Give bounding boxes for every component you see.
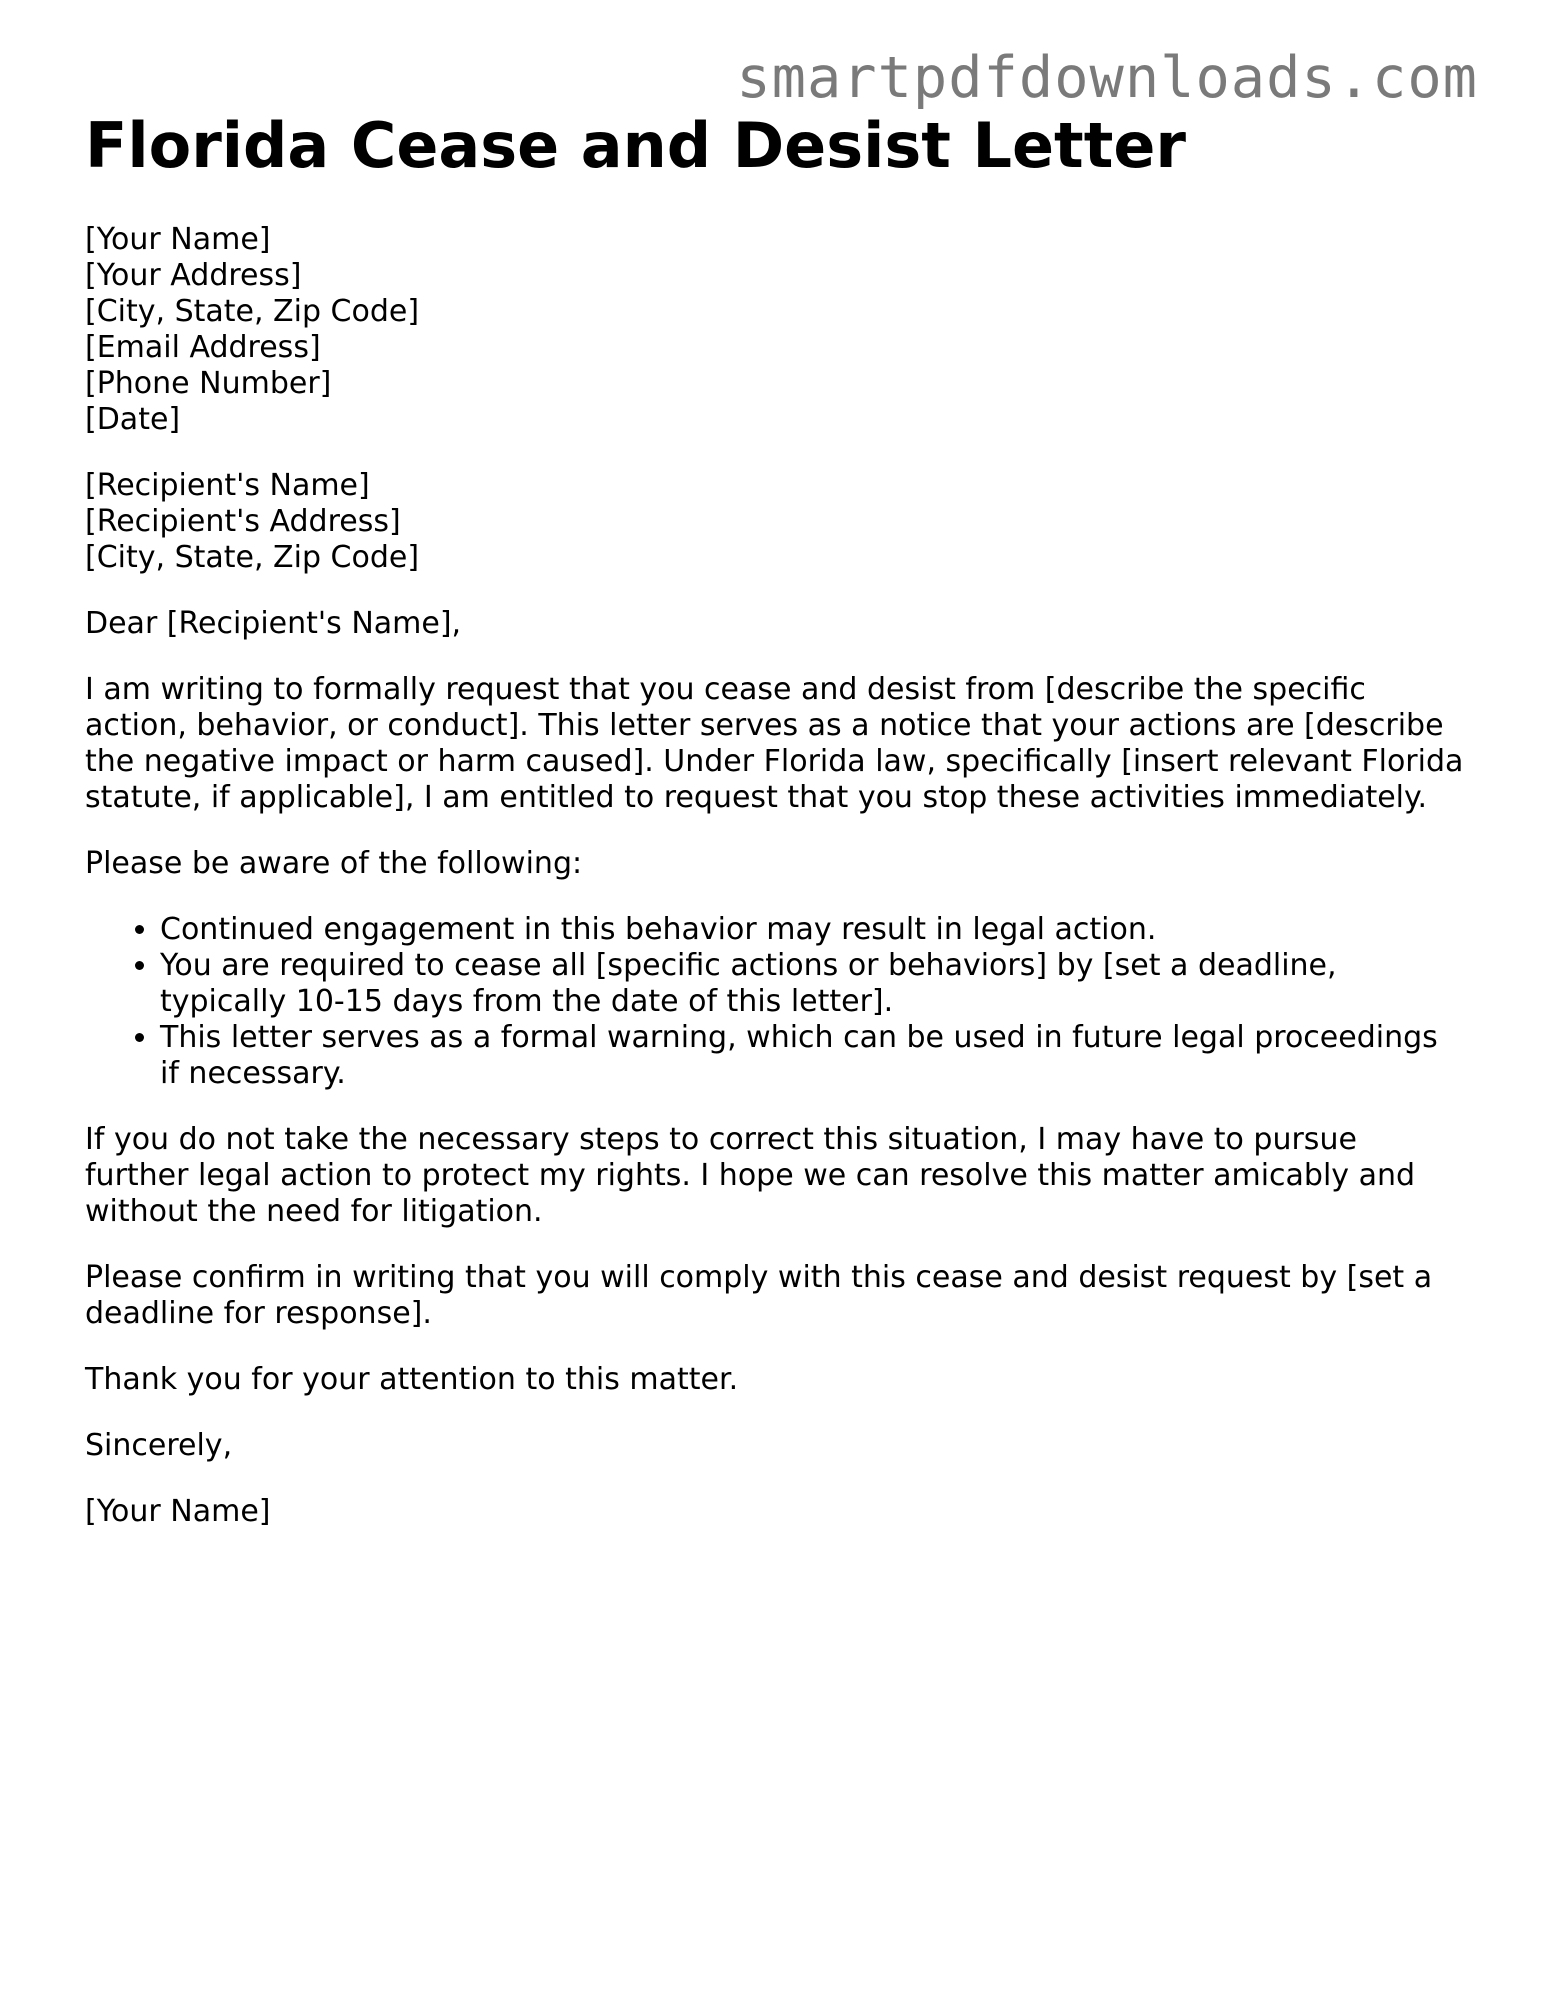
recipient-city-state-zip: [City, State, Zip Code] (85, 540, 420, 575)
sender-city-state-zip: [City, State, Zip Code] (85, 294, 420, 329)
sender-address-block (85, 222, 1465, 438)
warning-list (85, 912, 1465, 1092)
list-item: • Continued engagement in this behavior may result in legal action. (160, 912, 1465, 948)
signature-name: [Your Name] (85, 1494, 271, 1529)
sender-phone: [Phone Number] (85, 366, 332, 401)
sender-address: [Your Address] (85, 258, 302, 293)
recipient-address: [Recipient's Address] (85, 504, 401, 539)
consequence-paragraph: If you do not take the necessary steps to correct this situation, I may have to pursue further legal action to protect my rights. I hope we can resolve this matter amicably and without the need for litigation. (85, 1122, 1416, 1229)
letter-page (85, 108, 1465, 1560)
confirm-paragraph: Please confirm in writing that you will comply with this cease and desist request by [set a deadline for response]. (85, 1260, 1433, 1331)
thanks-line: Thank you for your attention to this matter. (85, 1362, 739, 1397)
intro-paragraph: I am writing to formally request that you cease and desist from [describe the specific action, behavior, or conduct]. This letter serves as a notice that your actions are [describe the negative impact or harm caused]. Under Florida law, specifically [insert relevant Florida statute, if applicable], I am entitled to request that you stop these activities immediately. (85, 672, 1464, 815)
sender-name: [Your Name] (85, 222, 271, 257)
recipient-name: [Recipient's Name] (85, 468, 370, 503)
closing-line: Sincerely, (85, 1428, 233, 1463)
watermark-text: smartpdfdownloads.com (736, 45, 1478, 111)
recipient-address-block (85, 468, 1465, 576)
letter-date: [Date] (85, 402, 181, 437)
list-item: • You are required to cease all [specific actions or behaviors] by [set a deadline, typically 10-15 days from the date of this letter]. (160, 948, 1465, 1020)
sender-email: [Email Address] (85, 330, 321, 365)
list-item: • This letter serves as a formal warning, which can be used in future legal proceedings if necessary. (160, 1020, 1465, 1092)
aware-lead-text: Please be aware of the following: (85, 846, 583, 881)
page-title: Florida Cease and Desist Letter (85, 109, 1186, 182)
salutation: Dear [Recipient's Name], (85, 606, 462, 641)
